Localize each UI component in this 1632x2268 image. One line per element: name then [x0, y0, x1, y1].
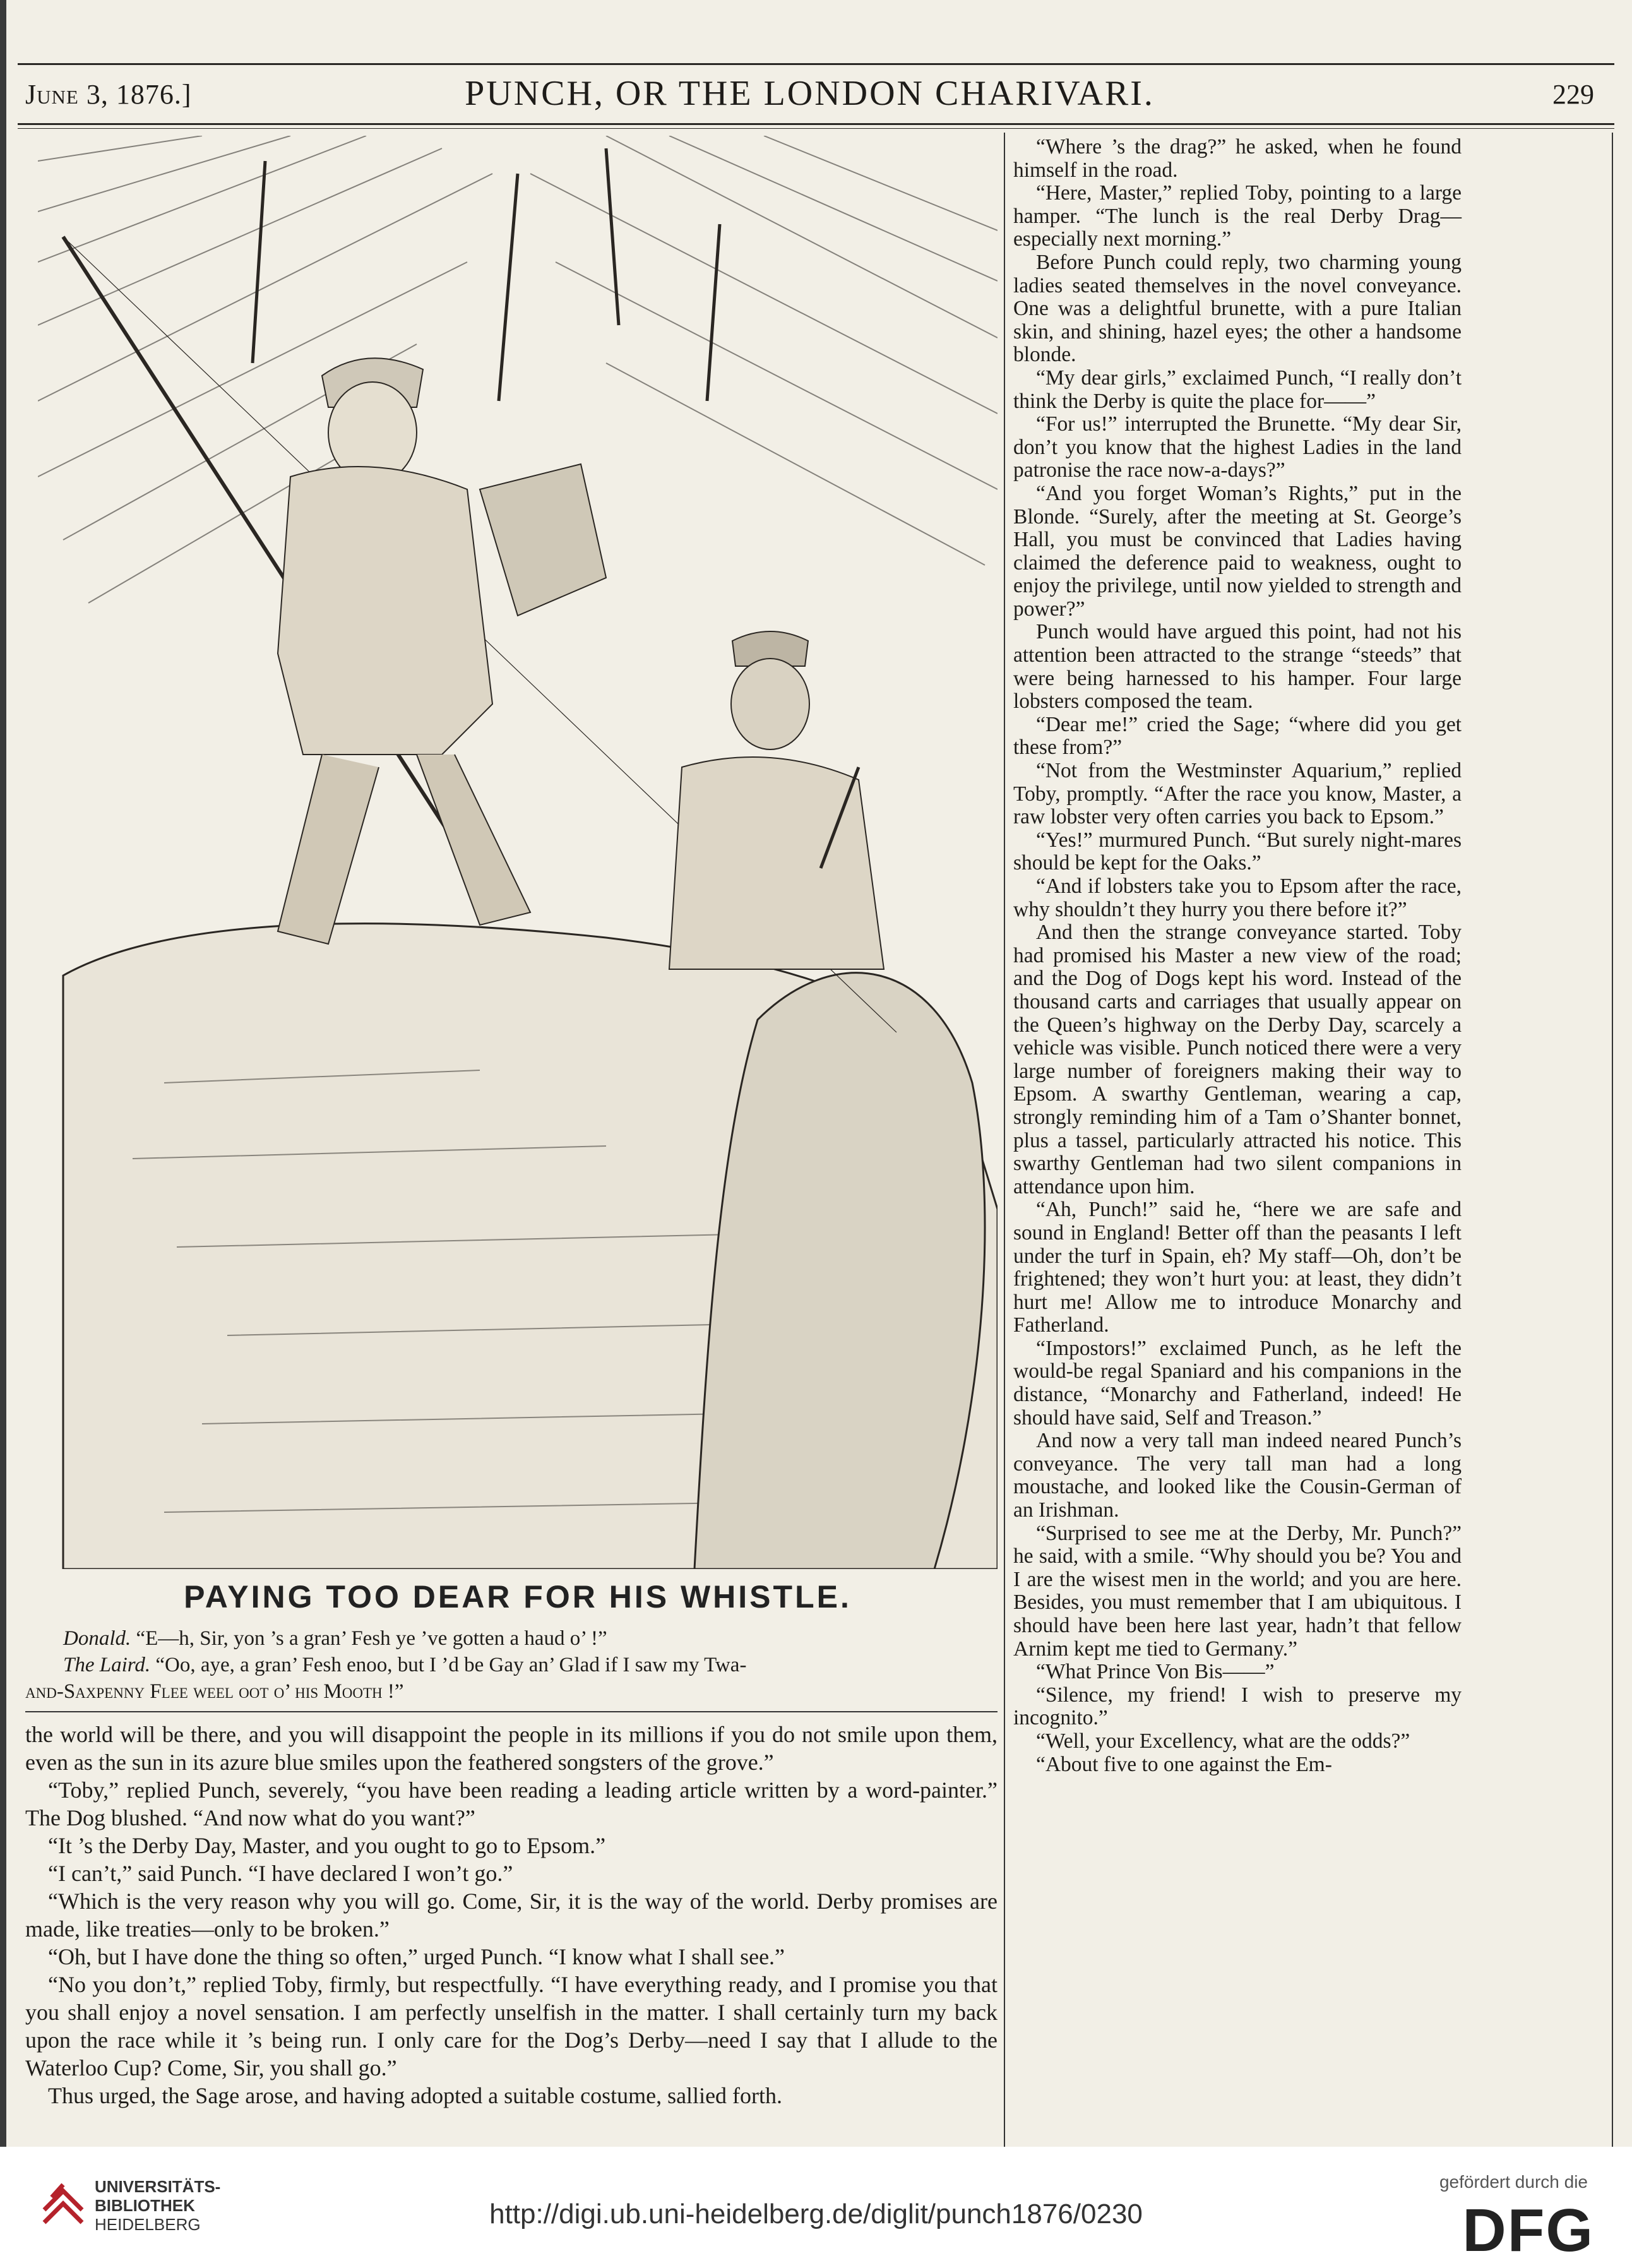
paragraph: “Here, Master,” replied Toby, pointing to a large hamper. “The lunch is the real Derby Drag—especially next morning.”	[1013, 181, 1462, 251]
paragraph: “Ah, Punch!” said he, “here we are safe and sound in England! Better off than the peasants I left under the turf in Spain, eh? My staff—Oh, don’t be frightened; they won’t hurt you: at least, they didn’t hurt me! Allow me to introduce Monarchy and Fatherland.	[1013, 1198, 1462, 1337]
paragraph: “Well, your Excellency, what are the odds?”	[1036, 1729, 1410, 1753]
cartoon-engraving	[38, 136, 998, 1569]
header-rule	[18, 123, 1614, 125]
paragraph: And then the strange conveyance started. Toby had promised his Master a new view of the road; and the Dog of Dogs kept his word. Instead of the thousand carts and carriages that usually appear on the Queen’s highway on the Derby Day, scarcely a vehicle was visible. Punch noticed there were a very large number of foreigners making their way to Epsom. A swarthy Gentleman, wearing a cap, strongly reminding him of a Tam o’Shanter bonnet, plus a tassel, particularly attracted his notice. This swarthy Gentleman had two silent companions in attendance upon him.	[1013, 921, 1462, 1198]
caption-text-laird-cont: and-Saxpenny Flee weel oot o’ his Mooth !”	[25, 1680, 404, 1703]
masthead-title: PUNCH, OR THE LONDON CHARIVARI.	[465, 74, 1155, 113]
scan-edge	[0, 0, 6, 2147]
caption-speaker-donald: Donald.	[63, 1627, 131, 1650]
caption-separator	[25, 1711, 998, 1712]
paragraph: “Which is the very reason why you will go. Come, Sir, it is the way of the world. Derby promises are made, like treaties—only to be broken.”	[25, 1889, 998, 1942]
paragraph: Before Punch could reply, two charming young ladies seated themselves in the novel conveyance. One was a delightful brunette, with a pure Italian skin, and shining, hazel eyes; the other a handsome blonde.	[1013, 250, 1462, 367]
paragraph: “Dear me!” cried the Sage; “where did you get these from?”	[1013, 712, 1462, 760]
paragraph: “No you don’t,” replied Toby, firmly, but respectfully. “I have everything ready, and I promise you that you shall enjoy a novel sensation. I am perfectly unselfish in the matter. I shall certainly turn my back upon the race while it ’s being run. I only care for the Dog’s Derby—need I say that I allude to the Waterloo Cup? Come, Sir, you shall go.”	[25, 1972, 998, 2080]
paragraph: “Surprised to see me at the Derby, Mr. Punch?” he said, with a smile. “Why should you be? You and I are the wisest men in the world; and you are here. Besides, you must remember that I am ubiquitous. I should have been here last year, hadn’t that fellow Arnim kept me tied to Germany.”	[1013, 1521, 1462, 1661]
header-rule-thin	[18, 128, 1614, 129]
paragraph: “Not from the Westminster Aquarium,” replied Toby, promptly. “After the race you know, Master, a raw lobster very often carries you back to Epsom.”	[1013, 759, 1462, 829]
paragraph: “My dear girls,” exclaimed Punch, “I really don’t think the Derby is quite the place for——”	[1013, 366, 1462, 413]
funded-by-label: gefördert durch die	[1439, 2172, 1588, 2192]
paragraph: “Oh, but I have done the thing so often,” urged Punch. “I know what I shall see.”	[48, 1944, 785, 1969]
dfg-logo: DFG	[1462, 2197, 1594, 2264]
cartoon-caption-title: PAYING TOO DEAR FOR HIS WHISTLE.	[184, 1579, 852, 1614]
left-column-text	[25, 1721, 998, 2110]
page-number: 229	[1552, 79, 1594, 110]
paragraph: And now a very tall man indeed neared Punch’s conveyance. The very tall man had a long moustache, and looked like the Cousin-German of an Irishman.	[1013, 1429, 1462, 1522]
library-name-line: HEIDELBERG	[95, 2215, 201, 2234]
paragraph: “And if lobsters take you to Epsom after the race, why shouldn’t they hurry you there before it?”	[1013, 874, 1462, 921]
paragraph: “Impostors!” exclaimed Punch, as he left the would-be regal Spaniard and his companions in the distance, “Monarchy and Fatherland, indeed! He should have said, Self and Treason.”	[1013, 1336, 1462, 1429]
library-name-line: BIBLIOTHEK	[95, 2196, 195, 2215]
caption-speaker-laird: The Laird.	[63, 1654, 151, 1676]
caption-line-laird-cont	[25, 1679, 998, 1704]
paragraph: “Toby,” replied Punch, severely, “you have been reading a leading article written by a word-painter.” The Dog blushed. “And now what do you want?”	[25, 1777, 998, 1830]
right-margin-rule	[1612, 133, 1613, 2185]
donald-figure	[669, 631, 884, 969]
column-divider	[1004, 133, 1005, 2185]
paragraph: “Yes!” murmured Punch. “But surely night-mares should be kept for the Oaks.”	[1013, 828, 1462, 875]
issue-date: June 3, 1876.]	[25, 79, 192, 110]
right-column-text	[1013, 136, 1462, 1776]
header-rule-top	[18, 63, 1614, 65]
paragraph: “I can’t,” said Punch. “I have declared I won’t go.”	[48, 1861, 513, 1886]
tree-trunks	[253, 148, 720, 401]
paragraph: “Where ’s the drag?” he asked, when he found himself in the road.	[1013, 135, 1462, 182]
caption-line-donald	[25, 1626, 998, 1651]
paragraph: “About five to one against the Em-	[1036, 1752, 1332, 1776]
paragraph: “Silence, my friend! I wish to preserve my incognito.”	[1013, 1683, 1462, 1730]
caption-text-laird: “Oo, aye, a gran’ Fesh enoo, but I ’d be Gay an’ Glad if I saw my Twa-	[155, 1654, 747, 1676]
caption-line-laird	[25, 1652, 998, 1678]
paragraph: Thus urged, the Sage arose, and having adopted a suitable costume, sallied forth.	[48, 2083, 783, 2108]
paragraph: “It ’s the Derby Day, Master, and you ought to go to Epsom.”	[48, 1833, 606, 1858]
paragraph: “For us!” interrupted the Brunette. “My dear Sir, don’t you know that the highest Ladies in the land patronise the race now-a-days?”	[1013, 412, 1462, 482]
cartoon-illustration	[38, 136, 998, 1569]
paragraph: “What Prince Von Bis——”	[1036, 1660, 1275, 1684]
source-url-link[interactable]: http://digi.ub.uni-heidelberg.de/diglit/punch1876/0230	[489, 2199, 1143, 2229]
digitization-footer	[0, 2147, 1632, 2268]
paragraph: the world will be there, and you will disappoint the people in its millions if you do not smile upon them, even as the sun in its azure blue smiles upon the feathered songsters of the grove.”	[25, 1722, 998, 1775]
paragraph: “And you forget Woman’s Rights,” put in the Blonde. “Surely, after the meeting at St. George’s Hall, you must be convinced that Ladies having claimed the deference paid to weakness, ought to enjoy the privilege, until now yielded to strength and power?”	[1013, 481, 1462, 621]
caption-text-donald: “E—h, Sir, yon ’s a gran’ Fesh ye ’ve gotten a haud o’ !”	[136, 1627, 607, 1650]
page-header	[25, 71, 1594, 121]
laird-figure	[278, 358, 606, 944]
paragraph: Punch would have argued this point, had not his attention been attracted to the strange “steeds” that were being harnessed to his hamper. Four large lobsters composed the team.	[1013, 620, 1462, 713]
library-name-line: UNIVERSITÄTS-	[95, 2177, 221, 2196]
